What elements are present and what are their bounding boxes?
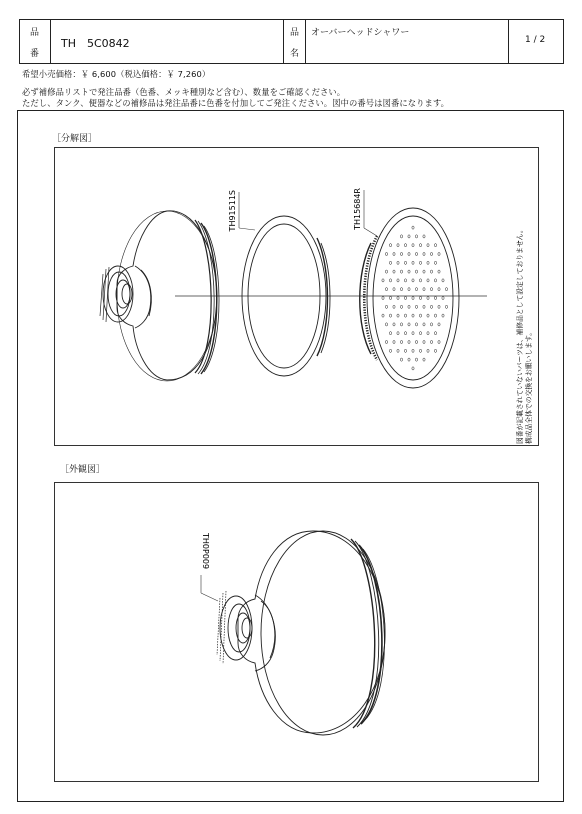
spray-holes: [382, 226, 448, 370]
hinmei-label-1: 品: [290, 28, 300, 38]
spray-hole: [397, 296, 399, 299]
side-note-1: 図番が記載されていないパーツは、補修品として設定しておりません。: [516, 226, 524, 444]
spray-hole: [397, 332, 399, 335]
spray-hole: [434, 279, 436, 282]
spray-hole: [434, 314, 436, 317]
spray-hole: [415, 288, 417, 291]
spray-hole: [423, 235, 425, 238]
spray-hole: [400, 305, 402, 308]
order-note-2: ただし、タンク、便器などの補修品は発注品番に色番を付加してご発注ください。図中の番号は図番になります。: [22, 98, 450, 108]
spray-hole: [419, 244, 421, 247]
spray-hole: [442, 314, 444, 317]
spray-hole: [412, 261, 414, 264]
exterior-view-box: [54, 482, 539, 782]
spray-hole: [389, 349, 391, 352]
spray-hole: [412, 367, 414, 370]
spray-hole: [434, 349, 436, 352]
assembled-shower: [217, 531, 385, 735]
spray-hole: [382, 314, 384, 317]
page-cell: [509, 20, 565, 63]
spray-hole: [427, 296, 429, 299]
spray-hole: [412, 332, 414, 335]
spray-hole: [404, 296, 406, 299]
spray-hole: [442, 296, 444, 299]
spray-hole: [423, 358, 425, 361]
spray-hole: [404, 332, 406, 335]
spray-hole: [397, 261, 399, 264]
spray-hole: [430, 305, 432, 308]
spray-hole: [400, 235, 402, 238]
spray-hole: [385, 340, 387, 343]
spray-hole: [419, 332, 421, 335]
spray-hole: [389, 244, 391, 247]
spray-hole: [393, 340, 395, 343]
spray-hole: [397, 314, 399, 317]
spray-hole: [389, 279, 391, 282]
hinban-label-2: 番: [30, 49, 40, 59]
spray-hole: [438, 305, 440, 308]
spray-hole: [427, 279, 429, 282]
spray-hole: [393, 270, 395, 273]
exterior-view-drawing: [55, 483, 538, 781]
product-name-cell: [306, 20, 509, 63]
spray-hole: [445, 288, 447, 291]
price-note: 希望小売価格：￥ 6,600（税込価格：￥ 7,260）: [22, 69, 211, 79]
part-number: TH 5C0842: [61, 37, 130, 50]
spray-hole: [434, 244, 436, 247]
hinmei-label-2: 名: [290, 49, 300, 59]
spray-hole: [408, 252, 410, 255]
spray-hole: [438, 340, 440, 343]
product-name: オーバーヘッドシャワー: [311, 28, 410, 38]
spray-hole: [412, 349, 414, 352]
spray-hole: [412, 279, 414, 282]
part-number-cell: [51, 20, 284, 63]
spray-hole: [408, 340, 410, 343]
spray-hole: [427, 261, 429, 264]
exploded-view-drawing: [55, 148, 538, 445]
spray-hole: [408, 270, 410, 273]
spray-hole: [430, 340, 432, 343]
spray-hole: [393, 288, 395, 291]
spray-hole: [385, 252, 387, 255]
exploded-view-title: ［分解図］: [52, 134, 98, 144]
leader-th0p009-2: [201, 593, 218, 601]
spray-hole: [382, 279, 384, 282]
side-note-2: 構成品全体での交換をお願いします。: [525, 328, 533, 444]
spray-hole: [400, 252, 402, 255]
spray-hole: [412, 314, 414, 317]
spray-hole: [423, 340, 425, 343]
spray-hole: [415, 305, 417, 308]
spray-hole: [408, 235, 410, 238]
spray-hole: [400, 340, 402, 343]
leader-th15684r-2: [364, 228, 377, 236]
page-number: 1 / 2: [525, 35, 546, 45]
spray-hole: [430, 288, 432, 291]
part-label-th91511s: TH91511S: [228, 190, 237, 232]
spray-hole: [423, 288, 425, 291]
spray-hole: [427, 314, 429, 317]
spray-hole: [400, 288, 402, 291]
spray-hole: [404, 279, 406, 282]
spray-hole: [423, 305, 425, 308]
spray-hole: [427, 332, 429, 335]
exploded-view-box: [54, 147, 539, 446]
spray-hole: [442, 279, 444, 282]
spray-hole: [412, 296, 414, 299]
spray-hole: [438, 323, 440, 326]
spray-hole: [385, 270, 387, 273]
spray-hole: [404, 349, 406, 352]
spray-hole: [423, 252, 425, 255]
spray-hole: [389, 332, 391, 335]
exterior-view-title: ［外観図］: [60, 465, 106, 475]
spray-hole: [419, 296, 421, 299]
part-label-th0p009: TH0P009: [201, 533, 210, 570]
spray-hole: [393, 323, 395, 326]
spray-hole: [430, 270, 432, 273]
spray-hole: [423, 323, 425, 326]
spray-hole: [408, 305, 410, 308]
spray-hole: [419, 261, 421, 264]
spray-hole: [412, 226, 414, 229]
spray-hole: [385, 323, 387, 326]
spray-hole: [397, 279, 399, 282]
spray-hole: [434, 296, 436, 299]
spray-hole: [415, 323, 417, 326]
spray-hole: [427, 244, 429, 247]
hinban-label-1: 品: [30, 28, 40, 38]
spray-hole: [408, 288, 410, 291]
spray-hole: [415, 252, 417, 255]
spray-hole: [438, 270, 440, 273]
spray-hole: [389, 261, 391, 264]
spray-hole: [385, 305, 387, 308]
spray-hole: [415, 358, 417, 361]
spray-hole: [438, 288, 440, 291]
spray-hole: [430, 252, 432, 255]
spray-hole: [404, 261, 406, 264]
spray-hole: [427, 349, 429, 352]
spray-hole: [400, 358, 402, 361]
spray-hole: [430, 323, 432, 326]
spray-hole: [408, 323, 410, 326]
hinmei-label-cell: [284, 20, 306, 63]
spray-hole: [445, 305, 447, 308]
spray-hole: [397, 349, 399, 352]
header-table: [19, 19, 564, 64]
spray-hole: [382, 296, 384, 299]
spray-hole: [423, 270, 425, 273]
spray-hole: [393, 305, 395, 308]
spray-hole: [404, 314, 406, 317]
spray-hole: [385, 288, 387, 291]
spray-hole: [393, 252, 395, 255]
leader-th91511s-2: [239, 228, 255, 230]
spray-hole: [419, 314, 421, 317]
spray-hole: [415, 235, 417, 238]
spray-hole: [415, 270, 417, 273]
spray-hole: [404, 244, 406, 247]
spray-hole: [400, 270, 402, 273]
spray-hole: [408, 358, 410, 361]
spray-hole: [415, 340, 417, 343]
spray-hole: [434, 261, 436, 264]
hinban-label-cell: [20, 20, 51, 63]
spray-hole: [434, 332, 436, 335]
order-note-1: 必ず補修品リストで発注品番（色番、メッキ種別など含む）、数量をご確認ください。: [22, 87, 346, 97]
spray-hole: [400, 323, 402, 326]
spray-hole: [389, 296, 391, 299]
spray-hole: [438, 252, 440, 255]
part-label-th15684r: TH15684R: [353, 188, 362, 230]
spray-hole: [412, 244, 414, 247]
spray-hole: [419, 349, 421, 352]
spray-hole: [419, 279, 421, 282]
spray-hole: [397, 244, 399, 247]
spray-hole: [389, 314, 391, 317]
